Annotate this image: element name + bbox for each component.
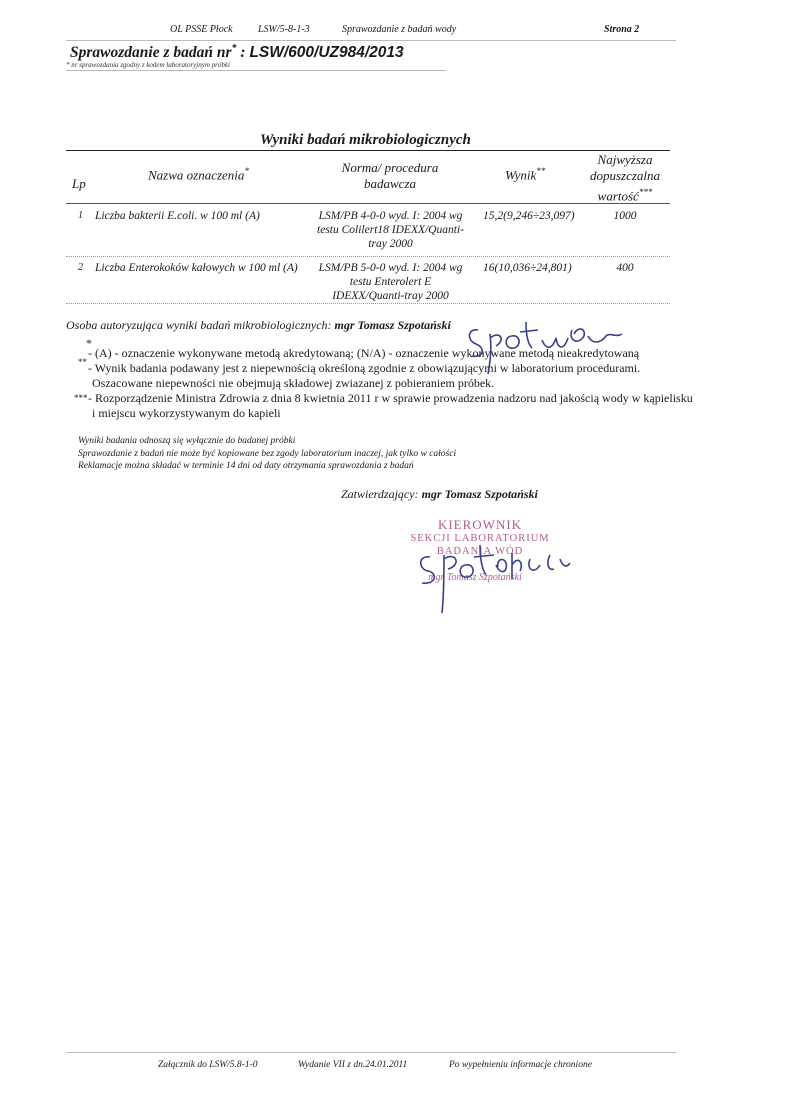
col-header-max-line2: dopuszczalna: [589, 168, 661, 183]
col-header-lp: Lp: [72, 176, 86, 191]
title-rule: [66, 70, 446, 71]
col-header-result: [505, 163, 545, 183]
approver-name: mgr Tomasz Szpotański: [421, 487, 538, 501]
note-line: - Wynik badania podawany jest z niepewnością określoną zgodnie z obowiązującymi w laboratorium procedurami.: [88, 361, 641, 375]
note-mark: **: [78, 357, 87, 367]
report-title-prefix: Sprawozdanie z badań nr: [70, 44, 232, 62]
row-max: 400: [616, 262, 634, 274]
header-org: OL PSSE Płock: [170, 24, 233, 35]
note-mark: ***: [74, 393, 88, 403]
report-number: LSW/600/UZ984/2013: [249, 44, 404, 62]
col-header-result-mark: **: [536, 166, 546, 176]
report-title-colon: :: [236, 44, 250, 62]
authorized-person: [66, 318, 451, 333]
note-line: - Rozporządzenie Ministra Zdrowia z dnia 8 kwietnia 2011 r w sprawie prowadzenia nadzoru nad jakością wody w kąpielisku: [88, 391, 693, 405]
disclaimer-line: Sprawozdanie z badań nie może być kopiowane bez zgody laboratorium inaczej, jak tylko w całości: [78, 449, 457, 459]
col-header-max: [580, 152, 670, 204]
col-header-max-line1: Najwyższa: [597, 152, 653, 167]
note-mark: *: [86, 336, 92, 350]
stamp-line3: BADANIA WÓD: [436, 546, 524, 557]
row-norm-line1: LSM/PB 5-0-0 wyd. I: 2004 wg: [318, 262, 463, 274]
signature-approver: [410, 535, 580, 615]
signature-authorized: [460, 300, 630, 380]
report-number-footnote: * nr sprawozdania zgodny z kodem laboratoryjnym próbki: [66, 61, 230, 69]
row-result: 16(10,036÷24,801): [483, 262, 572, 274]
footer-edition: Wydanie VII z dn.24.01.2011: [298, 1060, 408, 1070]
note-line: i miejscu wykorzystywanym do kapieli: [92, 406, 281, 420]
col-header-max-line3: wartość: [597, 188, 639, 204]
row-norm: [308, 261, 473, 303]
approver: [341, 487, 538, 502]
header-doc-name: Sprawozdanie z badań wody: [342, 24, 457, 35]
header-rule: [66, 40, 676, 41]
col-header-norm-line1: Norma/ procedura: [341, 160, 439, 175]
disclaimer-line: Reklamacje można składać w terminie 14 dni od daty otrzymania sprawozdania z badań: [78, 461, 414, 471]
table-title: Wyniki badań mikrobiologicznych: [260, 132, 471, 148]
col-header-norm-line2: badawcza: [364, 176, 416, 191]
row-norm-line2: testu Colilert18 IDEXX/Quanti-: [317, 224, 464, 236]
col-header-name: [148, 163, 249, 183]
col-header-result-text: Wynik: [505, 167, 537, 183]
disclaimer-line: Wyniki badania odnoszą się wyłącznie do badanej próbki: [78, 436, 296, 446]
stamp-line2: SEKCJI LABORATORIUM: [410, 533, 550, 544]
report-title-mark: *: [231, 43, 237, 54]
approver-label: Zatwierdzający:: [341, 487, 419, 501]
row-norm-line1: LSM/PB 4-0-0 wyd. I: 2004 wg: [318, 210, 463, 222]
table-top-rule: [66, 150, 670, 151]
footer-confidential: Po wypełnieniu informacje chronione: [449, 1060, 592, 1070]
row-norm-line3: IDEXX/Quanti-tray 2000: [332, 290, 449, 302]
col-header-name-mark: *: [244, 166, 249, 176]
note-line: - (A) - oznaczenie wykonywane metodą akredytowaną; (N/A) - oznaczenie wykonywane metodą nieakredytowaną: [88, 346, 640, 360]
header-doc-code: LSW/5-8-1-3: [258, 24, 310, 35]
col-header-max-line3-wrap: [580, 184, 670, 204]
row-lp: 2: [78, 262, 83, 273]
stamp-line4: mgr Tomasz Szpotański: [428, 572, 522, 583]
col-header-norm: [315, 160, 465, 192]
header-page-number: Strona 2: [604, 24, 640, 35]
stamp-line1: KIEROWNIK: [437, 517, 523, 532]
footer-attachment: Załącznik do LSW/5.8-1-0: [158, 1060, 258, 1070]
col-header-max-mark: ***: [638, 187, 653, 197]
row-name: Liczba Enterokoków kałowych w 100 ml (A): [95, 262, 298, 274]
note-line: Oszacowane niepewności nie obejmują składowej zwiazanej z pobieraniem próbek.: [92, 376, 495, 390]
authorized-name: mgr Tomasz Szpotański: [334, 318, 451, 332]
report-title: [70, 43, 404, 62]
col-header-name-text: Nazwa oznaczenia: [148, 167, 245, 183]
footer-rule: [66, 1052, 676, 1053]
row-norm-line3: tray 2000: [368, 238, 413, 250]
row-name: Liczba bakterii E.coli. w 100 ml (A): [95, 210, 260, 222]
row-max: 1000: [613, 210, 637, 222]
table-header-rule: [66, 203, 670, 204]
authorized-label: Osoba autoryzująca wyniki badań mikrobiologicznych:: [66, 318, 332, 332]
row-separator: [66, 256, 670, 257]
row-result: 15,2(9,246÷23,097): [483, 210, 575, 222]
row-norm-line2: testu Enterolert E: [349, 276, 432, 288]
row-lp: 1: [78, 210, 83, 221]
row-norm: [308, 209, 473, 251]
